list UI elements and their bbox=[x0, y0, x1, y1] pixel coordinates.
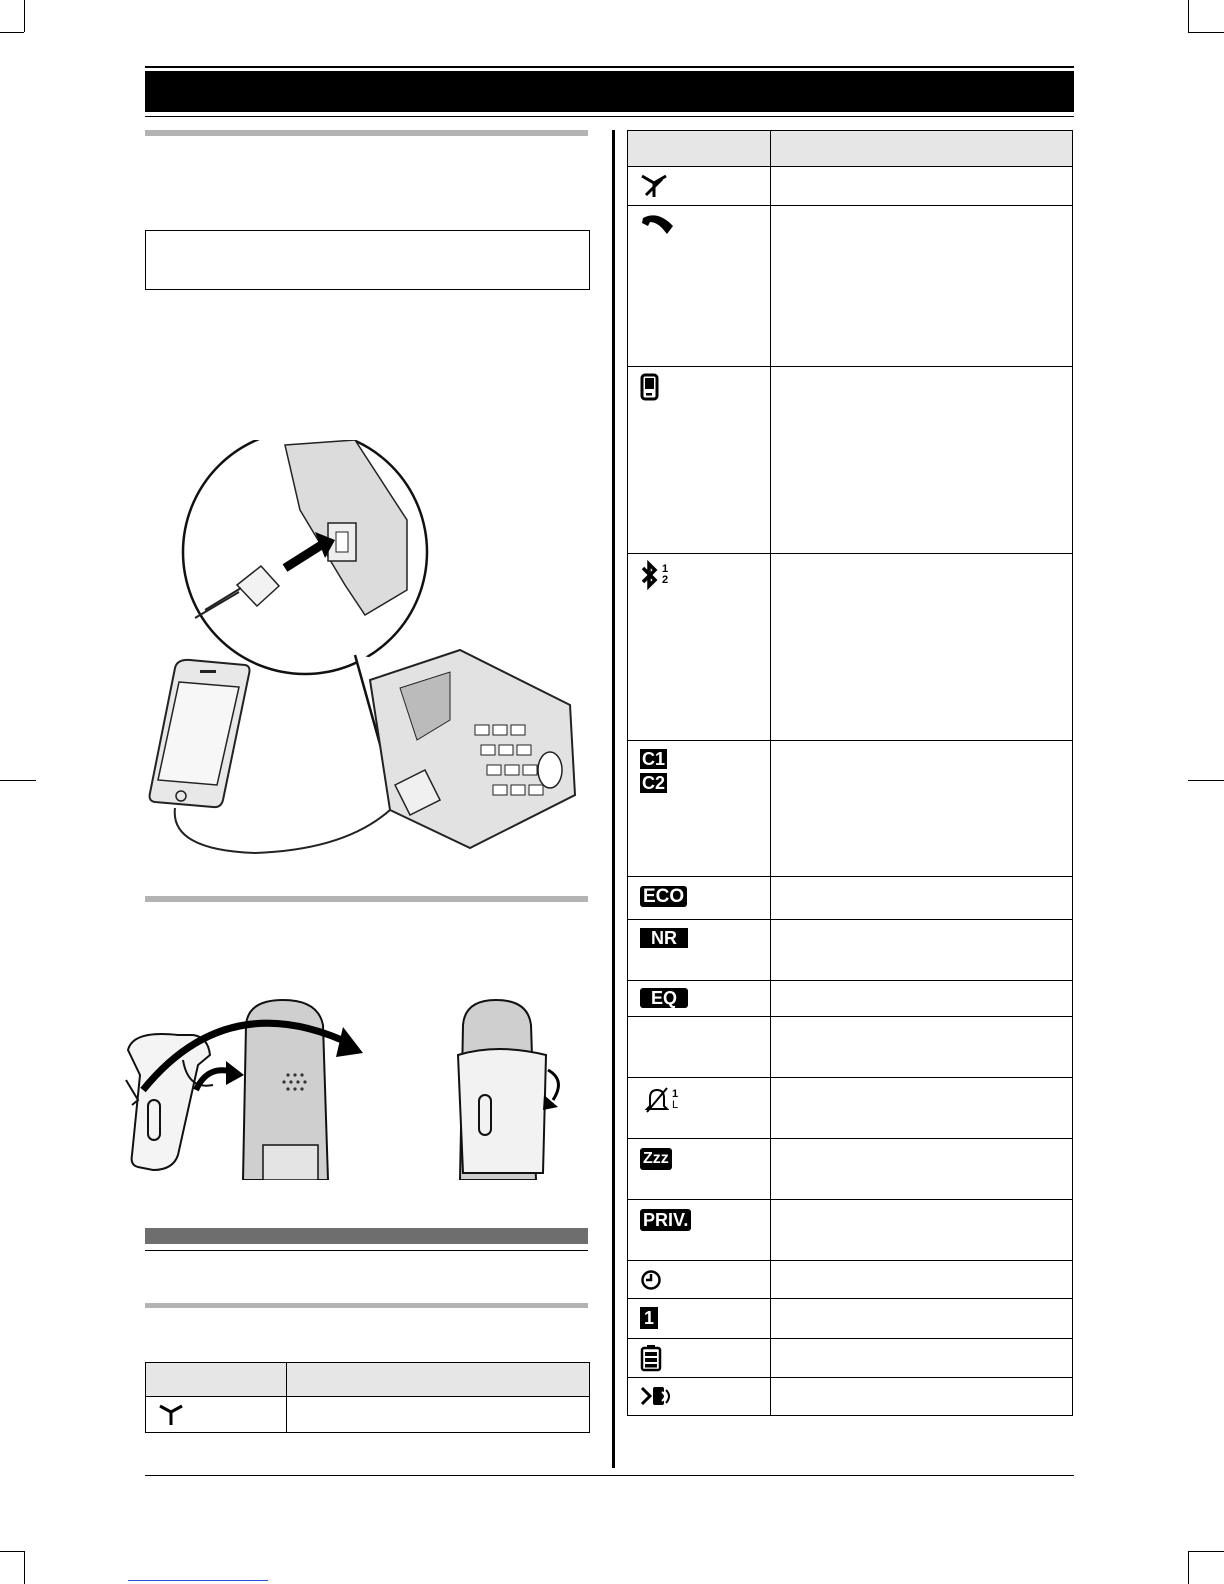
table-row bbox=[628, 554, 1073, 741]
icon-cell bbox=[628, 1017, 771, 1078]
icon-cell bbox=[628, 167, 771, 206]
table-row bbox=[628, 1378, 1073, 1416]
table-row bbox=[628, 1017, 1073, 1078]
table-row bbox=[146, 1397, 590, 1433]
table-header-cell bbox=[146, 1363, 287, 1397]
description-cell bbox=[771, 1378, 1073, 1416]
description-cell bbox=[771, 741, 1073, 877]
smartphone-link-icon bbox=[640, 1384, 670, 1408]
section-rule bbox=[145, 896, 588, 902]
icon-cell bbox=[628, 741, 771, 877]
icon-cell bbox=[628, 367, 771, 554]
crop-mark bbox=[1188, 0, 1189, 32]
description-cell bbox=[771, 367, 1073, 554]
display-icon-table bbox=[627, 130, 1073, 1416]
table-row bbox=[628, 367, 1073, 554]
ringer-off-indicator bbox=[644, 1086, 678, 1114]
table-header-cell bbox=[771, 131, 1073, 167]
sleep-mode-icon: Zzz bbox=[640, 1148, 672, 1170]
description-cell bbox=[287, 1397, 590, 1433]
footer-link-underline bbox=[128, 1580, 268, 1581]
description-cell bbox=[771, 1139, 1073, 1200]
line-number-icon: 1 bbox=[640, 1307, 658, 1329]
section-rule bbox=[145, 1303, 588, 1308]
icon-cell bbox=[628, 1200, 771, 1261]
description-cell bbox=[771, 554, 1073, 741]
equalizer-icon: EQ bbox=[640, 988, 688, 1008]
description-cell bbox=[771, 1339, 1073, 1378]
icon-cell bbox=[628, 206, 771, 367]
crop-mark bbox=[0, 1551, 24, 1552]
description-cell bbox=[771, 981, 1073, 1017]
section-band bbox=[145, 1228, 588, 1244]
table-header-cell bbox=[287, 1363, 590, 1397]
description-cell bbox=[771, 1299, 1073, 1339]
noise-reduction-icon: NR bbox=[640, 928, 688, 948]
icon-cell bbox=[628, 1261, 771, 1299]
icon-cell bbox=[628, 981, 771, 1017]
privacy-mode-icon: PRIV. bbox=[640, 1209, 691, 1231]
description-cell bbox=[771, 167, 1073, 206]
icon-cell bbox=[628, 1299, 771, 1339]
table-row bbox=[628, 206, 1073, 367]
icon-cell bbox=[628, 1339, 771, 1378]
cellular-line-2-icon: C2 bbox=[642, 773, 666, 793]
bluetooth-sub-label: 2 bbox=[662, 574, 669, 586]
handset-phone-icon bbox=[640, 212, 676, 238]
table-row bbox=[628, 981, 1073, 1017]
table-row bbox=[628, 920, 1073, 981]
table-row bbox=[628, 877, 1073, 920]
table-row bbox=[628, 1139, 1073, 1200]
header-rule-bottom bbox=[145, 116, 1074, 117]
crop-mark bbox=[1188, 32, 1224, 33]
page-header-bar bbox=[145, 71, 1074, 112]
description-cell bbox=[771, 206, 1073, 367]
bluetooth-sup-label: 1 bbox=[662, 563, 669, 575]
column-divider bbox=[612, 130, 615, 1468]
antenna-cross-icon bbox=[640, 173, 668, 199]
icon-cell bbox=[628, 920, 771, 981]
antenna-icon bbox=[158, 1403, 184, 1427]
table-row bbox=[628, 1200, 1073, 1261]
icon-cell bbox=[628, 1078, 771, 1139]
description-cell bbox=[771, 1078, 1073, 1139]
description-cell bbox=[771, 1261, 1073, 1299]
charging-illustration bbox=[145, 440, 595, 860]
crop-mark bbox=[24, 1551, 25, 1584]
crop-mark bbox=[1188, 1551, 1224, 1552]
header-rule-top bbox=[145, 66, 1074, 68]
ringer-off-sup-label: 1 bbox=[672, 1088, 679, 1100]
table-row bbox=[628, 1339, 1073, 1378]
icon-cell bbox=[628, 877, 771, 920]
icon-cell bbox=[146, 1397, 287, 1433]
ringer-off-sub-label: L bbox=[672, 1099, 679, 1111]
ringer-off-icon bbox=[644, 1086, 670, 1114]
table-row bbox=[628, 1078, 1073, 1139]
icon-cell bbox=[628, 1378, 771, 1416]
table-header-row bbox=[628, 131, 1073, 167]
crop-mark bbox=[0, 780, 36, 781]
table-header-row bbox=[146, 1363, 590, 1397]
crop-mark bbox=[1188, 780, 1224, 781]
section-rule-thin bbox=[145, 1250, 588, 1251]
note-box bbox=[145, 230, 590, 290]
icon-cell bbox=[628, 1139, 771, 1200]
crop-mark bbox=[24, 0, 25, 32]
icon-cell bbox=[628, 554, 771, 741]
table-row bbox=[628, 741, 1073, 877]
left-icon-table bbox=[145, 1362, 590, 1433]
eco-mode-icon: ECO bbox=[640, 886, 687, 907]
footer-rule bbox=[145, 1475, 1074, 1476]
crop-mark bbox=[0, 32, 24, 33]
belt-clip-illustration bbox=[118, 995, 598, 1180]
cellular-line-1-icon: C1 bbox=[642, 749, 666, 769]
description-cell bbox=[771, 1200, 1073, 1261]
bluetooth-indicator bbox=[640, 560, 668, 590]
clock-icon bbox=[640, 1269, 662, 1291]
section-rule bbox=[145, 130, 588, 136]
table-row bbox=[628, 1261, 1073, 1299]
table-header-cell bbox=[628, 131, 771, 167]
description-cell bbox=[771, 1017, 1073, 1078]
table-row bbox=[628, 167, 1073, 206]
crop-mark bbox=[1188, 1551, 1189, 1584]
description-cell bbox=[771, 877, 1073, 920]
table-row bbox=[628, 1299, 1073, 1339]
description-cell bbox=[771, 920, 1073, 981]
cellphone-icon bbox=[640, 373, 660, 401]
bluetooth-icon bbox=[640, 560, 660, 590]
battery-icon bbox=[640, 1344, 662, 1372]
